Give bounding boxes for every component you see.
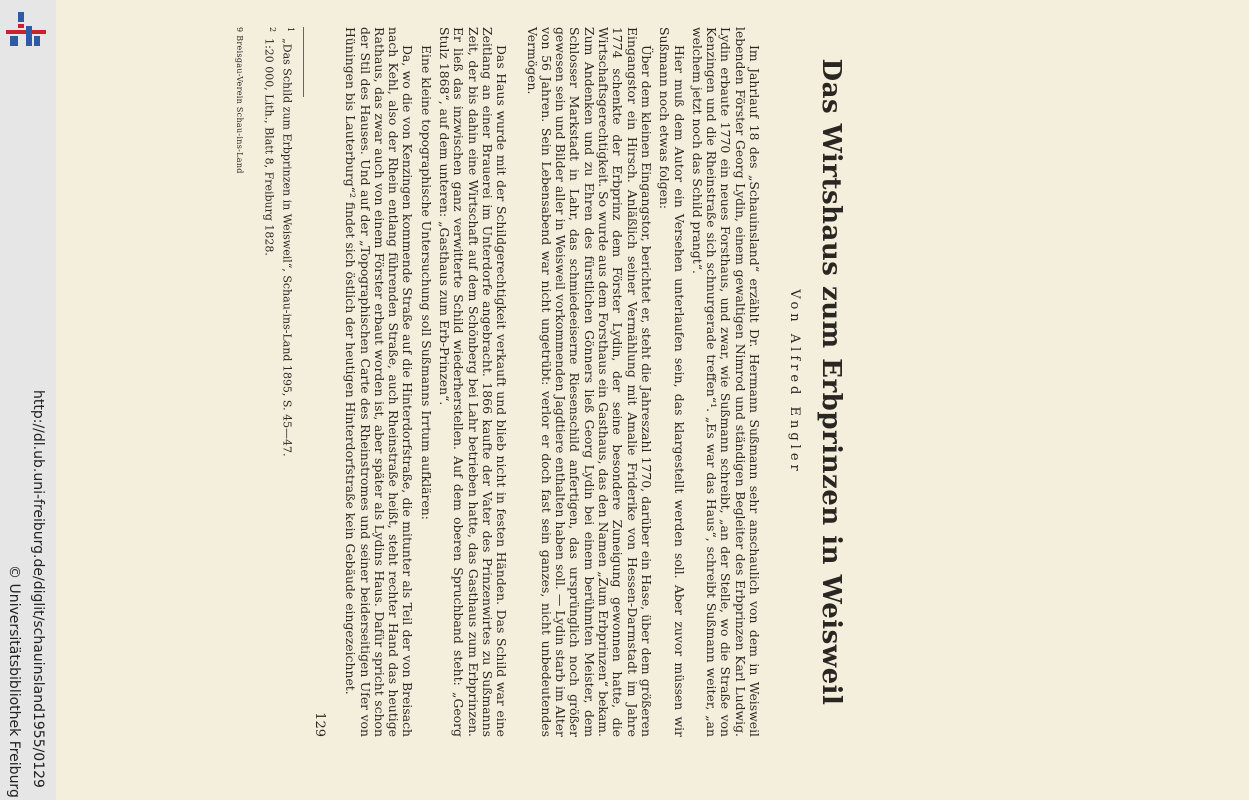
paragraph: Hier muß dem Autor ein Versehen unterlaufen sein, das klargestellt werden soll. Aber zuvor müssen wir Sußmann noch etwas folgen: bbox=[657, 27, 687, 737]
copyright-notice: © Universitätsbibliothek Freiburg bbox=[6, 565, 22, 798]
footnote-number: 1 bbox=[285, 27, 295, 33]
article-title: Das Wirtshaus zum Erbprinzen in Weisweil bbox=[816, 58, 846, 706]
footnote-divider bbox=[303, 27, 304, 97]
paragraph: Eine kleine topographische Untersuchung soll Sußmanns Irrtum aufklären: bbox=[418, 45, 434, 520]
footnote-text: 1:20 000, Lith., Blatt 8, Freiburg 1828. bbox=[262, 38, 276, 256]
article-byline: Von Alfred Engler bbox=[787, 289, 802, 475]
paragraph: Über dem kleinen Eingangstor, berichtet er, steht die Jahreszahl 1770, darüber ein Hase, über dem größeren Eingangstor ein Hirsch. Anläßlich seiner Vermählung mit Amalie Friderike von Hessen-Darmstadt im Jahre 1774 schenkte der Erbprinz dem Förster Lydin, der seine besondere Zuneigung gewonnen hatte, die Wirtschaftsgerechtigkeit. So wurde aus dem Forsthaus ein Gasthaus, das den Namen „Zum Erbprinzen“ bekam. Zum Andenken und zu Ehren des fürstlichen Gönners ließ Georg Lydin bei einem berühmten Meister, dem Schlosser Markstadt in Lahr, das schmiedeeiserne Riesenschild anfertigen, das ursprünglich noch größer gewesen sein und Bilder aller in Weisweil vorkommenden Jagdtiere enthalten haben soll. — Lydin starb im Alter von 56 Jahren. Sein Lebensabend war nicht ungetrübt: verlor er doch fast sein ganzes, nicht unbedeutendes Vermögen. bbox=[524, 27, 654, 737]
document-url[interactable]: http://dl.ub.uni-freiburg.de/diglit/schauinsland1955/0129 bbox=[30, 390, 46, 788]
footnote bbox=[262, 27, 280, 737]
footnote-text: „Das Schild zum Erbprinzen in Weisweil“, Schau-ins-Land 1895, S. 45—47. bbox=[280, 38, 294, 457]
scanned-page bbox=[56, 0, 1249, 800]
paragraph: Das Haus wurde mit der Schildgerechtigkeit verkauft und blieb nicht in festen Händen. Das Schild war eine Zeitlang an einer Brauerei im Unterdorfe angebracht. 1866 kaufte der Vater des Prinzenwirtes zu Sußmanns Zeit, der bis dahin eine Wirtschaft auf dem Schönberg bei Lahr betrieben hatte, das Gasthaus zum Erbprinzen. Er ließ das inzwischen ganz verwitterte Schild wiederherstellen. Auf dem oberen Spruchband steht: „Georg Stulz 1868“, auf dem unteren: „Gasthaus zum Erb-Prinzen“. bbox=[437, 27, 510, 737]
printer-signature: 9 Breisgau-Verein Schau-ins-Land bbox=[234, 27, 244, 174]
paragraph: Da, wo die von Kenzingen kommende Straße auf die Hinterdorfstraße, die mitunter als Teil der von Breisach nach Kehl, also der Rhein entlang führenden Straße, auch Rheinstraße heißt, steht rechter Hand das heutige Rathaus, das zwar auch von einem Förster erbaut worden ist, aber später als Lydins Haus. Dafür spricht schon der Stil des Hauses. Und auf der „Topographischen Carte des Rheinstromes und seiner beiderseitigen Ufer von Hüningen bis Lauterburg“² findet sich östlich der heutigen Hinterdorfstraße kein Gebäude eingezeichnet. bbox=[343, 27, 416, 737]
footnote bbox=[279, 27, 297, 737]
paragraph: Im Jahrlauf 18 des „Schauinsland“ erzählt Dr. Hermann Sußmann sehr anschaulich von dem in Weisweil lebenden Förster Georg Lydin, einem gewaltigen Nimrod und ständigen Begleiter des Erbprinzen Karl Ludwig. Lydin erbaute 1770 ein neues Forsthaus, und zwar, wie Sußmann schreibt, „an der Stelle, wo die Straße von Kenzingen und die Rheinstraße sich schnurgerade treffen“¹. „Es war das Haus“, schreibt Sußmann weiter, „an welchem jetzt noch das Schild prangt“. bbox=[689, 27, 762, 737]
page-number: 129 bbox=[311, 712, 327, 737]
footnote-number: 2 bbox=[268, 27, 278, 33]
article bbox=[6, 27, 846, 737]
